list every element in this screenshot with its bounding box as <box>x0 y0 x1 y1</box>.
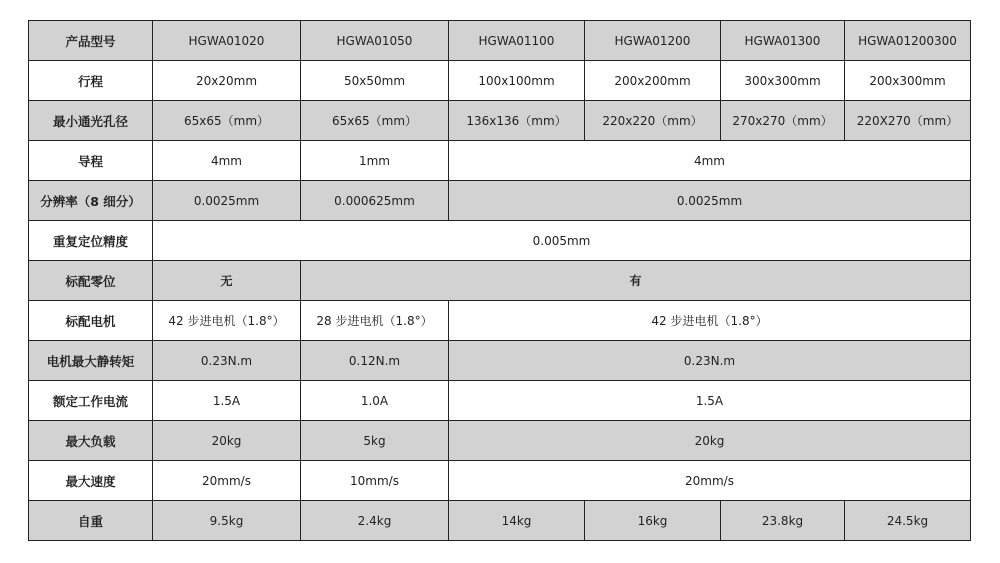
table-cell: 0.12N.m <box>301 341 449 381</box>
row-label: 导程 <box>29 141 153 181</box>
table-cell: 20x20mm <box>153 61 301 101</box>
table-row <box>29 141 971 181</box>
row-label: 重复定位精度 <box>29 221 153 261</box>
table-cell: 14kg <box>449 501 585 541</box>
row-label: 电机最大静转矩 <box>29 341 153 381</box>
table-cell: 20mm/s <box>153 461 301 501</box>
table-cell: 200x200mm <box>585 61 721 101</box>
table-row <box>29 101 971 141</box>
table-cell: 270x270（mm） <box>721 101 845 141</box>
table-cell: 0.000625mm <box>301 181 449 221</box>
table-row <box>29 221 971 261</box>
table-cell: 4mm <box>449 141 971 181</box>
table-cell: 有 <box>301 261 971 301</box>
row-label: 产品型号 <box>29 21 153 61</box>
table-cell: 0.23N.m <box>153 341 301 381</box>
table-cell: 2.4kg <box>301 501 449 541</box>
table-cell: 42 步进电机（1.8°） <box>153 301 301 341</box>
table-cell: 10mm/s <box>301 461 449 501</box>
table-row <box>29 501 971 541</box>
table-cell: 20mm/s <box>449 461 971 501</box>
table-cell: 65x65（mm） <box>153 101 301 141</box>
table-cell: 0.005mm <box>153 221 971 261</box>
table-cell: 220x220（mm） <box>585 101 721 141</box>
table-cell: 50x50mm <box>301 61 449 101</box>
table-cell: 100x100mm <box>449 61 585 101</box>
table-cell: 24.5kg <box>845 501 971 541</box>
row-label: 最大负载 <box>29 421 153 461</box>
row-label: 额定工作电流 <box>29 381 153 421</box>
table-cell: 20kg <box>153 421 301 461</box>
table-row <box>29 301 971 341</box>
table-row <box>29 381 971 421</box>
spec-table <box>28 20 971 541</box>
table-cell: 0.0025mm <box>153 181 301 221</box>
table-cell: HGWA01200300 <box>845 21 971 61</box>
table-cell: 无 <box>153 261 301 301</box>
table-cell: 23.8kg <box>721 501 845 541</box>
table-row <box>29 21 971 61</box>
row-label: 标配零位 <box>29 261 153 301</box>
table-cell: HGWA01100 <box>449 21 585 61</box>
table-cell: 300x300mm <box>721 61 845 101</box>
table-cell: HGWA01050 <box>301 21 449 61</box>
table-cell: 20kg <box>449 421 971 461</box>
table-row <box>29 61 971 101</box>
row-label: 自重 <box>29 501 153 541</box>
row-label: 标配电机 <box>29 301 153 341</box>
row-label: 行程 <box>29 61 153 101</box>
table-cell: 0.0025mm <box>449 181 971 221</box>
table-cell: 200x300mm <box>845 61 971 101</box>
spec-table-wrapper <box>28 20 971 541</box>
table-cell: HGWA01200 <box>585 21 721 61</box>
table-row <box>29 341 971 381</box>
table-cell: 42 步进电机（1.8°） <box>449 301 971 341</box>
table-cell: 5kg <box>301 421 449 461</box>
table-cell: 1.0A <box>301 381 449 421</box>
row-label: 分辨率（8 细分） <box>29 181 153 221</box>
row-label: 最小通光孔径 <box>29 101 153 141</box>
table-cell: HGWA01300 <box>721 21 845 61</box>
table-row <box>29 421 971 461</box>
table-cell: 1.5A <box>449 381 971 421</box>
row-label: 最大速度 <box>29 461 153 501</box>
spec-table-body <box>29 21 971 541</box>
table-cell: 1mm <box>301 141 449 181</box>
table-cell: 1.5A <box>153 381 301 421</box>
table-cell: 136x136（mm） <box>449 101 585 141</box>
table-row <box>29 461 971 501</box>
table-cell: 9.5kg <box>153 501 301 541</box>
table-cell: 220X270（mm） <box>845 101 971 141</box>
table-cell: 65x65（mm） <box>301 101 449 141</box>
table-row <box>29 181 971 221</box>
table-cell: 28 步进电机（1.8°） <box>301 301 449 341</box>
table-cell: 4mm <box>153 141 301 181</box>
table-cell: 0.23N.m <box>449 341 971 381</box>
table-row <box>29 261 971 301</box>
table-cell: HGWA01020 <box>153 21 301 61</box>
table-cell: 16kg <box>585 501 721 541</box>
